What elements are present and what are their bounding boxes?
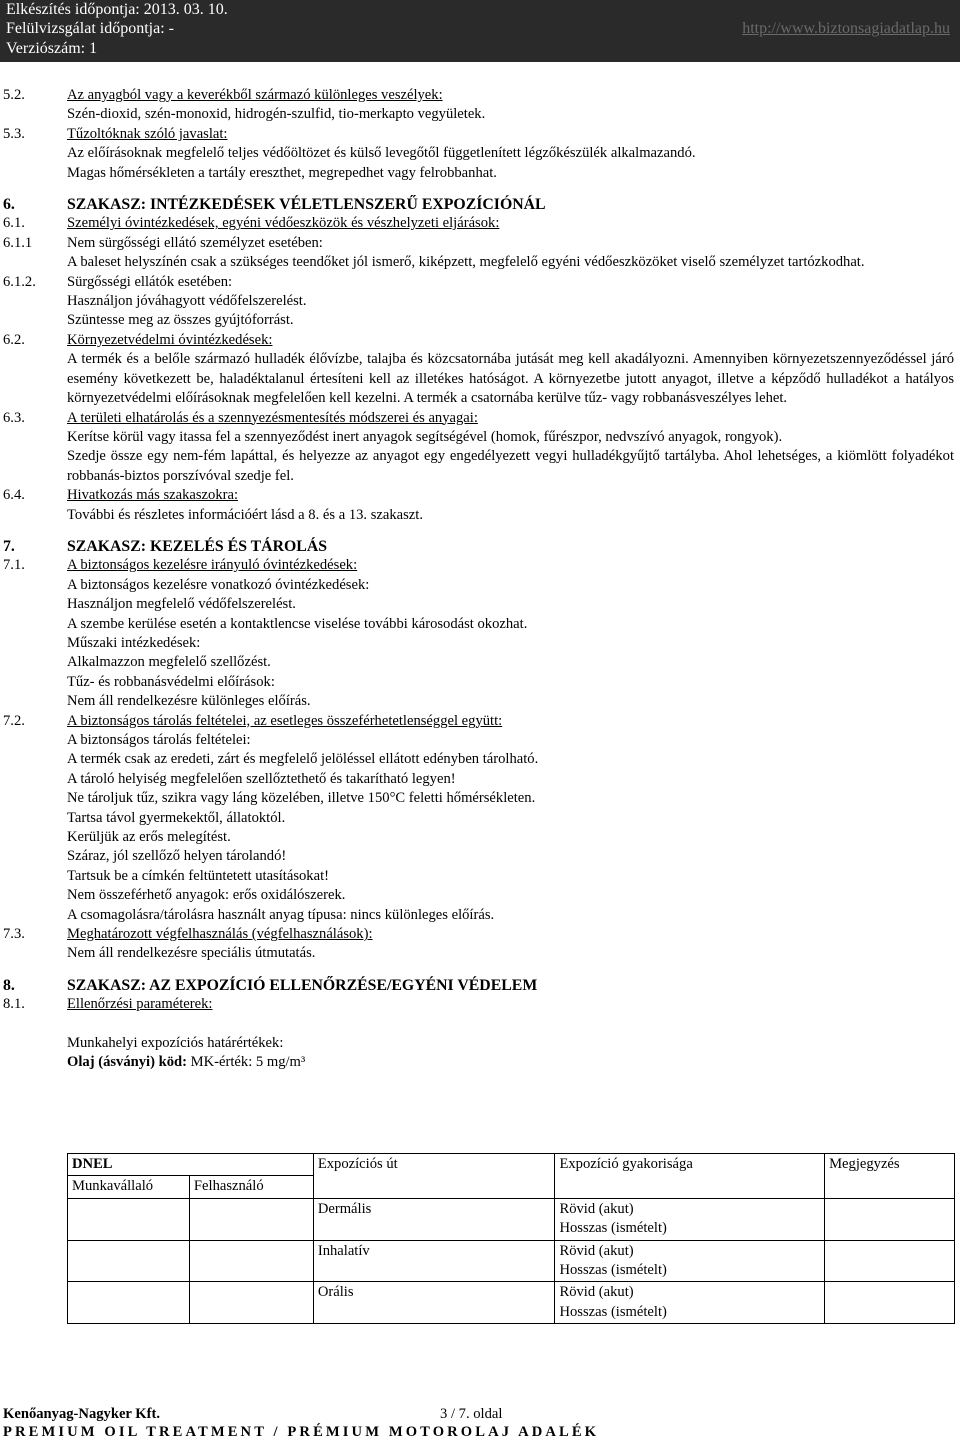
header-user: Felhasználó <box>189 1176 313 1198</box>
table-row <box>68 1240 955 1282</box>
freq-short: Rövid (akut) <box>559 1284 634 1301</box>
text-line: További és részletes információért lásd a 8. és a 13. szakaszt. <box>67 506 423 523</box>
section-5-2 <box>0 86 960 125</box>
paragraph: A termék és a belőle származó hulladék élővízbe, talajba és közcsatornába jutását meg kell akadályozni. Amennyiben környezetszennyeződéssel járó esemény következett be, haladéktalanul értesíteni kell az illetékes hatóságot. A környezetbe jutott anyagot, illetve a képződő hulladékot a hatályos környezetvédelmi előírásoknak megfelelően kell kezelni. A termék a csatornába kerülve tűz- vagy robbanásveszélyes lehet. <box>67 351 954 407</box>
cell-note <box>825 1198 955 1240</box>
section-number: 6.1.2. <box>3 273 36 290</box>
document-body <box>0 86 960 1073</box>
section-heading: Tűzoltóknak szóló javaslat: <box>67 125 228 142</box>
revision-date: Felülvizsgálat időpontja: - <box>6 20 174 37</box>
text-line: Szüntesse meg az összes gyújtóforrást. <box>67 312 294 329</box>
section-number: 6.3. <box>3 409 25 426</box>
section-number: 5.2. <box>3 87 25 103</box>
section-6-1-1 <box>0 234 960 273</box>
freq-short: Rövid (akut) <box>559 1242 634 1259</box>
section-6-3 <box>0 409 960 487</box>
cell-route: Orális <box>313 1282 555 1324</box>
freq-long: Hosszas (ismételt) <box>559 1303 667 1320</box>
freq-long: Hosszas (ismételt) <box>559 1220 667 1237</box>
text-line: Használjon jóváhagyott védőfelszerelést. <box>67 293 307 310</box>
cell-user <box>189 1282 313 1324</box>
section-number: 7. <box>3 537 15 555</box>
cell-frequency <box>555 1240 825 1282</box>
header-dnel: DNEL <box>68 1154 314 1176</box>
section-6-4 <box>0 486 960 525</box>
subsection-heading: Nem sürgősségi ellátó személyzet esetében: <box>67 234 323 251</box>
paragraph: Szén-dioxid, szén-monoxid, hidrogén-szulfid, tio-merkapto vegyületek. <box>67 106 486 123</box>
text-line: Tűz- és robbanásvédelmi előírások: <box>67 673 275 690</box>
text-line: Nem összeférhető anyagok: erős oxidálószerek. <box>67 887 346 904</box>
section-number: 5.3. <box>3 125 25 142</box>
section-heading: A biztonságos kezelésre irányuló óvintézkedések: <box>67 557 358 574</box>
section-number: 7.2. <box>3 712 25 729</box>
text-line: Alkalmazzon megfelelő szellőzést. <box>67 654 271 671</box>
section-number: 8. <box>3 976 15 994</box>
table-row <box>68 1282 955 1324</box>
text-line: Az előírásoknak megfelelő teljes védőöltözet és külső levegőtől függetlenített légzőkészülék alkalmazandó. <box>67 145 696 162</box>
section-heading: A területi elhatárolás és a szennyezésmentesítés módszerei és anyagai: <box>67 409 478 426</box>
text-line: Magas hőmérsékleten a tartály ereszthet, megrepedhet vagy felrobbanhat. <box>67 164 497 181</box>
product-slogan: PREMIUM OIL TREATMENT / PRÉMIUM MOTOROLAJ ADALÉK <box>3 1424 600 1440</box>
paragraph: A baleset helyszínén csak a szükséges teendőket jól ismerő, kiképzett, megfelelő egyéni védőeszközöket viselő személyzet tartózkodhat. <box>67 254 865 271</box>
table-row <box>68 1198 955 1240</box>
section-heading: Meghatározott végfelhasználás (végfelhasználások): <box>67 926 373 943</box>
oil-mist-limit <box>67 1053 954 1072</box>
section-heading: A biztonságos tárolás feltételei, az esetleges összeférhetetlenséggel együtt: <box>67 712 503 729</box>
header-note: Megjegyzés <box>825 1154 955 1199</box>
text-line: Kerüljük az erős melegítést. <box>67 829 231 846</box>
section-number: 6.2. <box>3 331 25 348</box>
section-number: 7.1. <box>3 557 25 574</box>
header-frequency: Expozíció gyakorisága <box>555 1154 825 1199</box>
text-line: A szembe kerülése esetén a kontaktlencse viselése további károsodást okozhat. <box>67 615 528 632</box>
text-line: Ne tároljuk tűz, szikra vagy láng közelében, illetve 150°C feletti hőmérsékleten. <box>67 790 536 807</box>
section-7-3 <box>0 925 960 964</box>
document-header <box>0 0 960 62</box>
section-6 <box>0 195 960 214</box>
page-number: 3 / 7. oldal <box>440 1406 503 1422</box>
text-line: A biztonságos kezelésre vonatkozó óvintézkedések: <box>67 576 370 593</box>
section-heading: Ellenőrzési paraméterek: <box>67 996 213 1013</box>
subsection-heading: Sürgősségi ellátók esetében: <box>67 273 233 290</box>
cell-worker <box>68 1240 190 1282</box>
section-title: SZAKASZ: KEZELÉS ÉS TÁROLÁS <box>67 537 328 555</box>
section-5-3 <box>0 125 960 183</box>
text-line: Tartsuk be a címkén feltüntetett utasításokat! <box>67 867 329 884</box>
section-8-1 <box>0 995 960 1072</box>
section-6-2 <box>0 331 960 409</box>
section-title: SZAKASZ: AZ EXPOZÍCIÓ ELLENŐRZÉSE/EGYÉNI VÉDELEM <box>67 976 538 994</box>
text-line: A biztonságos tárolás feltételei: <box>67 732 251 748</box>
section-title: SZAKASZ: INTÉZKEDÉSEK VÉLETLENSZERŰ EXPOZÍCIÓNÁL <box>67 196 546 214</box>
text-line: Nem áll rendelkezésre különleges előírás. <box>67 693 311 710</box>
section-8 <box>0 976 960 995</box>
cell-user <box>189 1198 313 1240</box>
section-number: 8.1. <box>3 996 25 1013</box>
section-7-1 <box>0 556 960 711</box>
text-line: Száraz, jól szellőző helyen tárolandó! <box>67 848 287 865</box>
section-heading: Hivatkozás más szakaszokra: <box>67 487 239 504</box>
exposure-limits-label: Munkahelyi expozíciós határértékek: <box>67 1034 284 1051</box>
section-6-1 <box>0 214 960 233</box>
section-heading: Az anyagból vagy a keverékből származó különleges veszélyek: <box>67 87 443 103</box>
section-number: 6.1.1 <box>3 234 33 251</box>
oil-mist-label: Olaj (ásványi) köd: <box>67 1054 188 1071</box>
oil-mist-value: MK-érték: 5 mg/m³ <box>187 1054 306 1071</box>
cell-note <box>825 1240 955 1282</box>
section-number: 6.4. <box>3 487 25 504</box>
text-line: Nem áll rendelkezésre speciális útmutatás. <box>67 945 316 962</box>
cell-route: Inhalatív <box>313 1240 555 1282</box>
text-line: Kerítse körül vagy itassa fel a szennyeződést inert anyagok segítségével (homok, fűrészpor, nedvszívó anyagok, rongyok). <box>67 428 783 445</box>
freq-long: Hosszas (ismételt) <box>559 1262 667 1279</box>
cell-user <box>189 1240 313 1282</box>
freq-short: Rövid (akut) <box>559 1200 634 1217</box>
text-line: Használjon megfelelő védőfelszerelést. <box>67 596 296 613</box>
website-link[interactable]: http://www.biztonsagiadatlap.hu <box>742 20 950 37</box>
table-header-row <box>68 1154 955 1176</box>
text-line: A csomagolásra/tárolásra használt anyag típusa: nincs különleges előírás. <box>67 906 495 923</box>
header-worker: Munkavállaló <box>68 1176 190 1198</box>
cell-worker <box>68 1282 190 1324</box>
section-heading: Személyi óvintézkedések, egyéni védőeszközök és vészhelyzeti eljárások: <box>67 215 500 232</box>
version-number: Verziószám: 1 <box>6 40 98 57</box>
cell-note <box>825 1282 955 1324</box>
text-line: A termék csak az eredeti, zárt és megfelelő jelöléssel ellátott edényben tárolható. <box>67 751 539 768</box>
creation-date: Elkészítés időpontja: 2013. 03. 10. <box>6 1 228 18</box>
section-7-2 <box>0 712 960 925</box>
cell-frequency <box>555 1198 825 1240</box>
section-heading: Környezetvédelmi óvintézkedések: <box>67 331 273 348</box>
section-number: 6. <box>3 196 15 214</box>
section-7 <box>0 537 960 556</box>
cell-worker <box>68 1198 190 1240</box>
company-name: Kenőanyag-Nagyker Kft. <box>3 1406 161 1422</box>
text-line: Tartsa távol gyermekektől, állatoktól. <box>67 809 286 826</box>
header-route: Expozíciós út <box>313 1154 555 1199</box>
cell-frequency <box>555 1282 825 1324</box>
section-number: 7.3. <box>3 926 25 943</box>
text-line: A tároló helyiség megfelelően szellőztethető és takarítható legyen! <box>67 770 456 787</box>
cell-route: Dermális <box>313 1198 555 1240</box>
paragraph: Szedje össze egy nem-fém lapáttal, és helyezze az anyagot egy engedélyezett vegyi hulladékgyűjtő tartályba. Ahol lehetséges, a kiömlött folyadékot robbanás-biztos porszívóval szedje fel. <box>67 448 954 484</box>
dnel-table <box>67 1153 955 1324</box>
section-6-1-2 <box>0 273 960 331</box>
section-number: 6.1. <box>3 215 25 232</box>
text-line: Műszaki intézkedések: <box>67 634 201 651</box>
